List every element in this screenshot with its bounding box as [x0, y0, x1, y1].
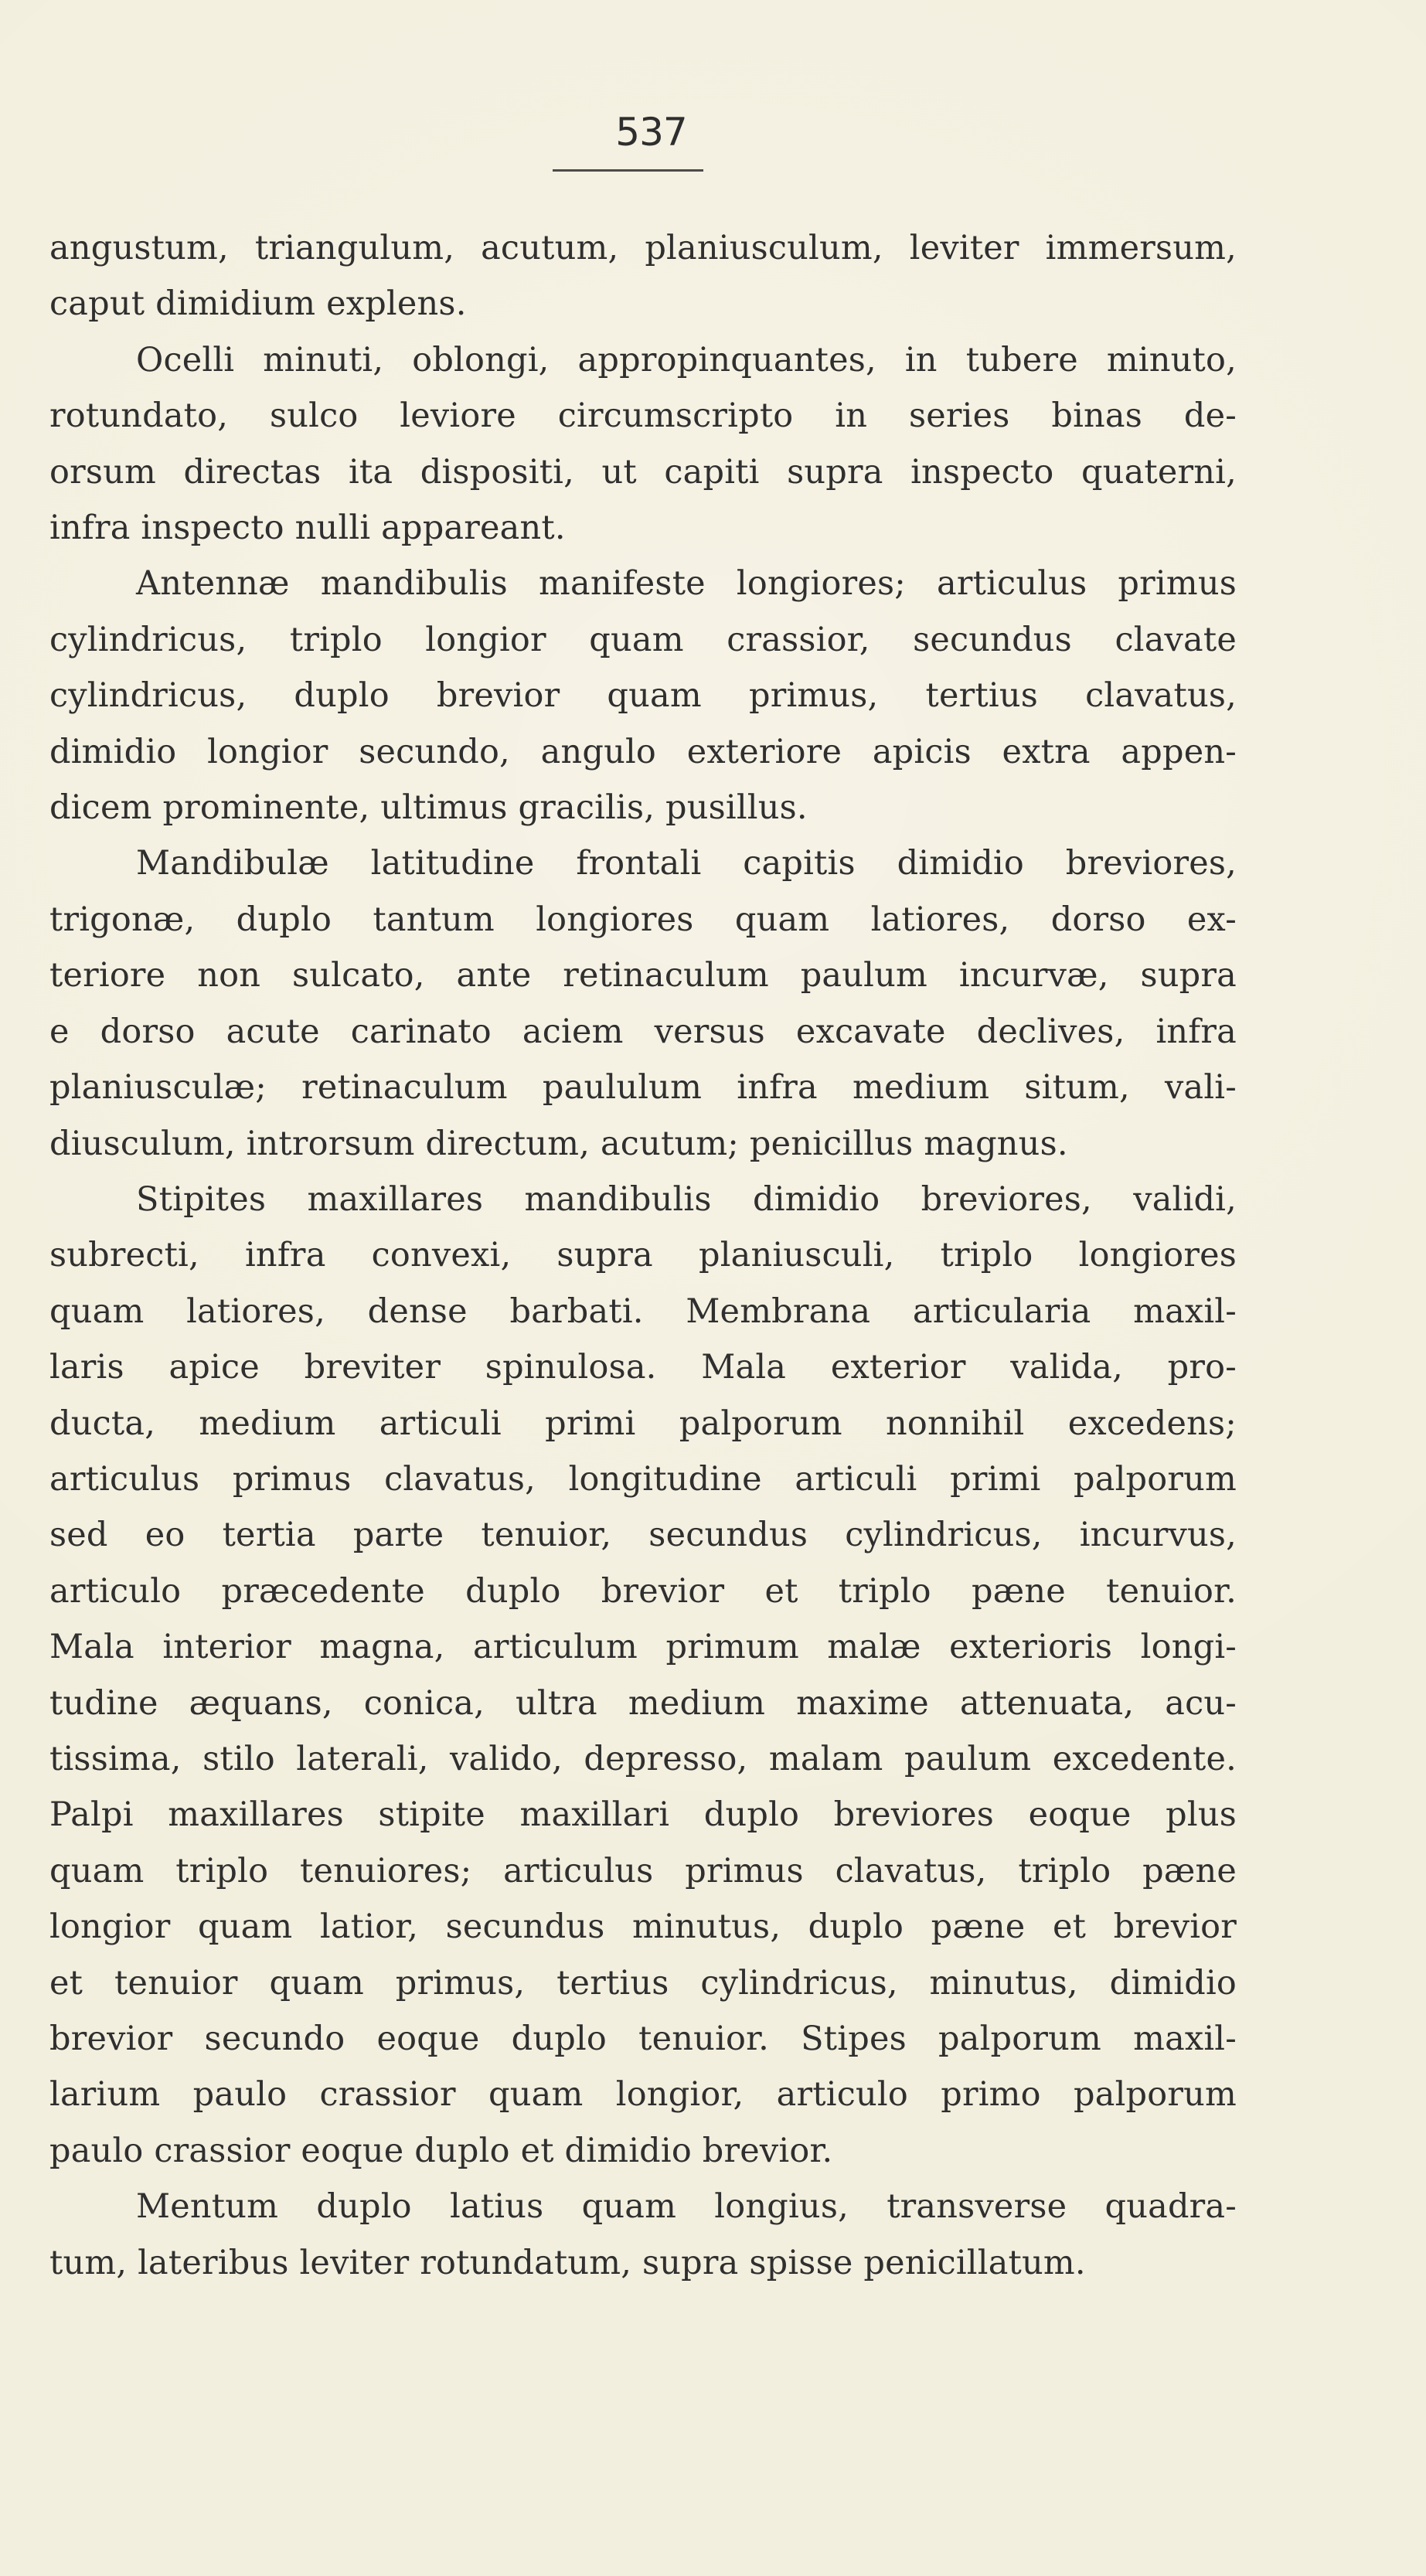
text-line: Antennæ mandibulis manifeste longiores; articulus primus [136, 564, 1237, 604]
text-line: trigonæ, duplo tantum longiores quam latiores, dorso ex- [49, 900, 1237, 939]
text-line: cylindricus, triplo longior quam crassior, secundus clavate [49, 620, 1237, 659]
text-line: larium paulo crassior quam longior, articulo primo palporum [49, 2075, 1237, 2115]
text-line: tissima, stilo laterali, valido, depresso, malam paulum excedente. [49, 1739, 1237, 1778]
text-line: laris apice breviter spinulosa. Mala exterior valida, pro- [49, 1348, 1237, 1387]
text-line: orsum directas ita dispositi, ut capiti supra inspecto quaterni, [49, 452, 1237, 492]
text-line: tum, lateribus leviter rotundatum, supra spisse penicillatum. [49, 2243, 1086, 2282]
text-line: subrecti, infra convexi, supra planiusculi, triplo longiores [49, 1236, 1237, 1275]
text-line: longior quam latior, secundus minutus, duplo pæne et brevior [49, 1907, 1237, 1947]
text-line: brevior secundo eoque duplo tenuior. Stipes palporum maxil- [49, 2020, 1237, 2058]
text-line: infra inspecto nulli appareant. [49, 509, 566, 548]
text-line: Mala interior magna, articulum primum malæ exterioris longi- [49, 1628, 1237, 1667]
text-line: teriore non sulcato, ante retinaculum paulum incurvæ, supra [49, 956, 1237, 995]
text-line: tudine æquans, conica, ultra medium maxime attenuata, acu- [49, 1683, 1237, 1723]
text-line: articulus primus clavatus, longitudine articuli primi palporum [49, 1459, 1237, 1499]
text-line: rotundato, sulco leviore circumscripto in series binas de- [49, 396, 1237, 436]
text-line: Mandibulæ latitudine frontali capitis dimidio breviores, [136, 844, 1237, 883]
text-line: dicem prominente, ultimus gracilis, pusillus. [49, 788, 808, 828]
text-line: dimidio longior secundo, angulo exteriore apicis extra appen- [49, 732, 1237, 771]
text-line: articulo præcedente duplo brevior et triplo pæne tenuior. [49, 1571, 1237, 1611]
text-line: Ocelli minuti, oblongi, appropinquantes, in tubere minuto, [136, 340, 1237, 379]
text-line: et tenuior quam primus, tertius cylindricus, minutus, dimidio [49, 1963, 1237, 2003]
text-line: angustum, triangulum, acutum, planiusculum, leviter immersum, [49, 229, 1237, 267]
text-line: ducta, medium articuli primi palporum nonnihil excedens; [49, 1404, 1237, 1443]
text-line: e dorso acute carinato aciem versus excavate declives, infra [49, 1012, 1237, 1051]
text-line: quam latiores, dense barbati. Membrana articularia maxil- [49, 1291, 1237, 1331]
body-text [49, 220, 1237, 2291]
text-line: Palpi maxillares stipite maxillari duplo breviores eoque plus [49, 1795, 1237, 1835]
text-line: sed eo tertia parte tenuior, secundus cylindricus, incurvus, [49, 1516, 1237, 1555]
text-line: Mentum duplo latius quam longius, transverse quadra- [136, 2187, 1237, 2227]
text-line: diusculum, introrsum directum, acutum; penicillus magnus. [49, 1124, 1068, 1163]
text-line: caput dimidium explens. [49, 284, 467, 324]
text-line: Stipites maxillares mandibulis dimidio breviores, validi, [136, 1179, 1237, 1219]
page-number: 537 [615, 110, 687, 155]
page-number-rule [553, 169, 703, 172]
text-line: paulo crassior eoque duplo et dimidio brevior. [49, 2131, 833, 2170]
text-line: planiusculæ; retinaculum paululum infra medium situm, vali- [49, 1068, 1237, 1108]
text-line: cylindricus, duplo brevior quam primus, tertius clavatus, [49, 676, 1237, 716]
text-line: quam triplo tenuiores; articulus primus clavatus, triplo pæne [49, 1851, 1237, 1890]
